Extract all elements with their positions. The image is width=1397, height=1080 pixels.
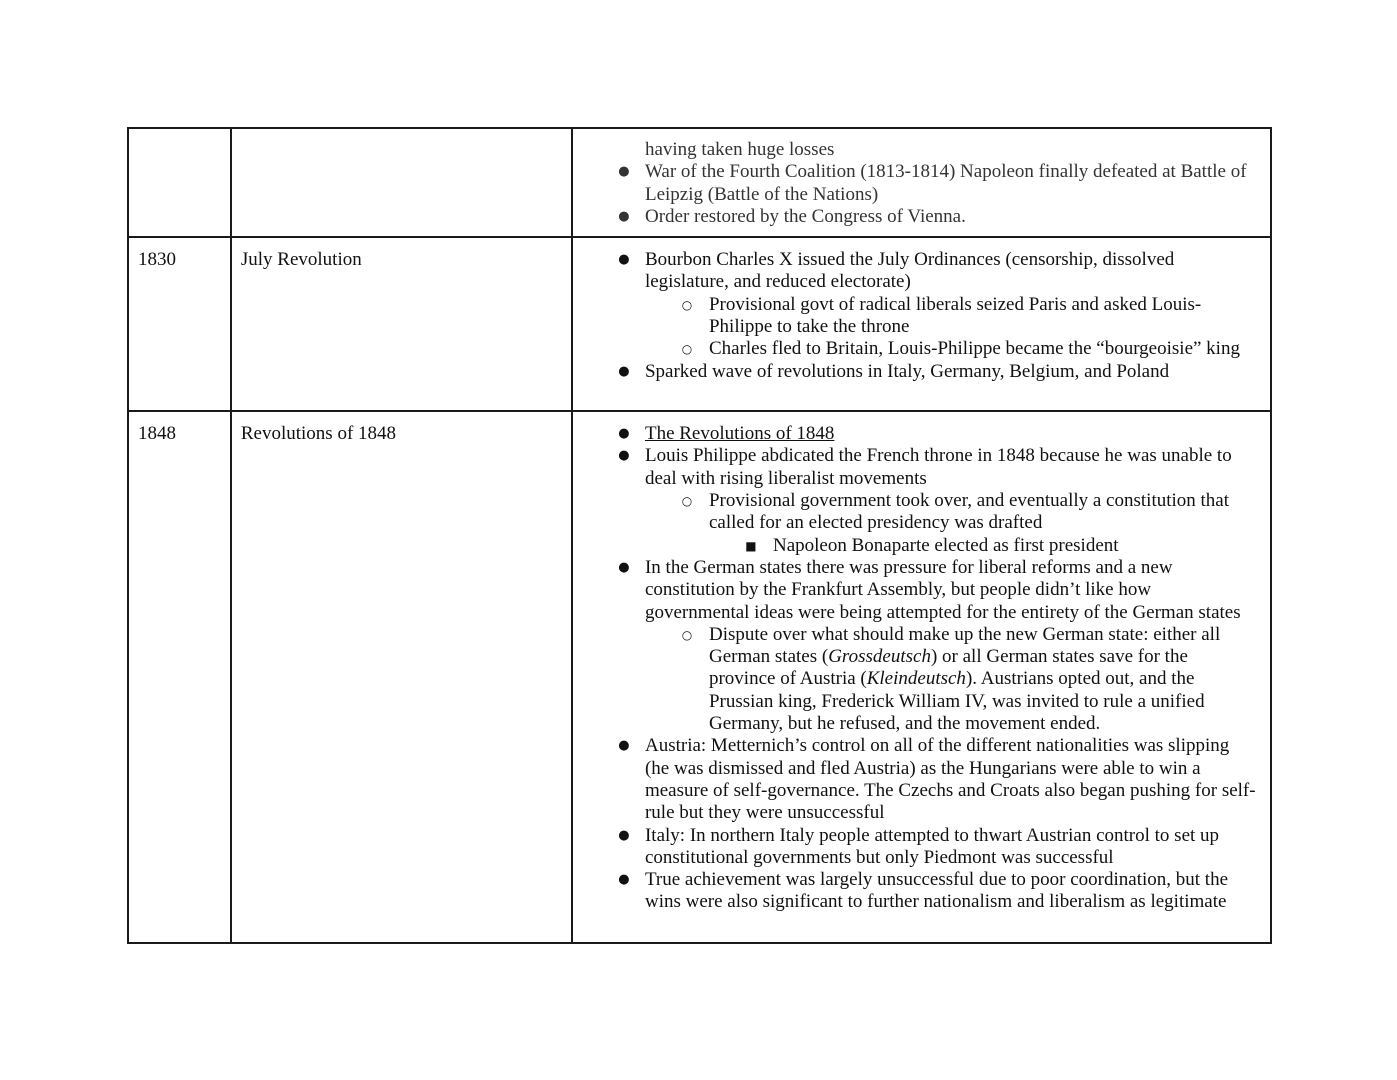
table-row [128, 411, 1271, 943]
bullet-icon: ● [618, 827, 630, 843]
notes-list [581, 557, 1258, 624]
notes-cell [572, 411, 1271, 943]
bullet-icon: ● [618, 164, 630, 180]
list-item-text: Sparked wave of revolutions in Italy, Germany, Belgium, and Poland [644, 360, 1170, 382]
list-item [581, 161, 1258, 206]
year-cell: 1830 [128, 237, 231, 411]
text-fragment: ). Austrians opted out, and the Prussian king, Frederick William IV, was invited to rule a unified Germany, but he refused, and the movement ended. [708, 668, 1205, 735]
list-item-text: War of the Fourth Coalition (1813-1814) Napoleon finally defeated at Battle of Leipzig (Battle of the Nations) [644, 161, 1247, 205]
bullet-icon: ● [618, 448, 630, 464]
list-item-text: Napoleon Bonaparte elected as first president [772, 534, 1119, 556]
list-item [581, 825, 1258, 870]
notes-cell [572, 128, 1271, 237]
list-item-text: Provisional government took over, and eventually a constitution that called for an elected presidency was drafted [708, 490, 1230, 534]
notes-sublist [581, 624, 1258, 735]
bullet-icon: ● [618, 872, 630, 888]
bullet-icon: ● [618, 738, 630, 754]
list-item-text: Austria: Metternich’s control on all of the different nationalities was slipping (he was dismissed and fled Austria) as the Hungarians were able to win a measure of self-governance. The Czechs and Croats also began pushing for self-rule but they were unsuccessful [644, 735, 1256, 824]
notes-list [581, 361, 1258, 383]
event-cell: July Revolution [231, 237, 572, 411]
list-item-text: Order restored by the Congress of Vienna. [644, 205, 966, 227]
notes-list [581, 249, 1258, 294]
year-cell: 1848 [128, 411, 231, 943]
list-item [581, 490, 1258, 535]
list-item [581, 206, 1258, 228]
list-item [581, 361, 1258, 383]
history-timeline-table [127, 127, 1272, 944]
event-cell: Revolutions of 1848 [231, 411, 572, 943]
hollow-bullet-icon: ○ [681, 297, 693, 312]
list-item [581, 624, 1258, 735]
text-fragment: Dispute over what should make up the new German state: either all German states ( [708, 623, 1221, 668]
list-item-text: True achievement was largely unsuccessful due to poor coordination, but the wins were also significant to further nationalism and liberalism as legitimate [644, 869, 1229, 913]
notes-list [581, 735, 1258, 913]
year-cell [128, 128, 231, 237]
italic-term: Grossdeutsch [828, 646, 931, 668]
bullet-icon: ● [618, 208, 630, 224]
table-row [128, 128, 1271, 237]
list-item [581, 294, 1258, 339]
list-item-text: Italy: In northern Italy people attempted to thwart Austrian control to set up constitutional governments but only Piedmont was successful [644, 824, 1220, 868]
notes-list [581, 161, 1258, 228]
text-fragment: ) or all German states save for the province of Austria ( [708, 646, 1188, 690]
list-item-text: Louis Philippe abdicated the French throne in 1848 because he was unable to deal with rising liberalist movements [644, 445, 1232, 489]
notes-sublist [581, 490, 1258, 535]
list-item-text: Charles fled to Britain, Louis-Philippe became the “bourgeoisie” king [708, 338, 1240, 360]
list-item [581, 869, 1258, 914]
italic-term: Kleindeutsch [866, 668, 966, 690]
notes-subsublist [581, 535, 1258, 557]
list-item [581, 423, 1258, 445]
list-item [581, 338, 1258, 360]
square-bullet-icon: ■ [745, 538, 757, 553]
bullet-icon: ● [618, 363, 630, 379]
notes-list [581, 423, 1258, 490]
notes-sublist [581, 294, 1258, 361]
notes-cell [572, 237, 1271, 411]
list-item [581, 535, 1258, 557]
table-row [128, 237, 1271, 411]
section-heading: The Revolutions of 1848 [644, 423, 835, 445]
continued-text: having taken huge losses [644, 139, 835, 160]
bullet-icon: ● [618, 252, 630, 268]
hollow-bullet-icon: ○ [681, 342, 693, 357]
event-cell [231, 128, 572, 237]
list-item-text: Provisional govt of radical liberals seized Paris and asked Louis-Philippe to take the throne [708, 293, 1202, 338]
hollow-bullet-icon: ○ [681, 627, 693, 642]
list-item-text: Bourbon Charles X issued the July Ordinances (censorship, dissolved legislature, and reduced electorate) [644, 249, 1175, 293]
list-item [581, 445, 1258, 490]
list-item [581, 735, 1258, 824]
bullet-icon: ● [618, 559, 630, 575]
list-item [581, 249, 1258, 294]
list-item-text [709, 624, 1220, 734]
list-item [581, 557, 1258, 624]
hollow-bullet-icon: ○ [681, 494, 693, 509]
list-item-text: In the German states there was pressure for liberal reforms and a new constitution by the Frankfurt Assembly, but people didn’t like how governmental ideas were being attempted for the entirety of the German states [644, 556, 1241, 623]
bullet-icon: ● [618, 426, 630, 442]
